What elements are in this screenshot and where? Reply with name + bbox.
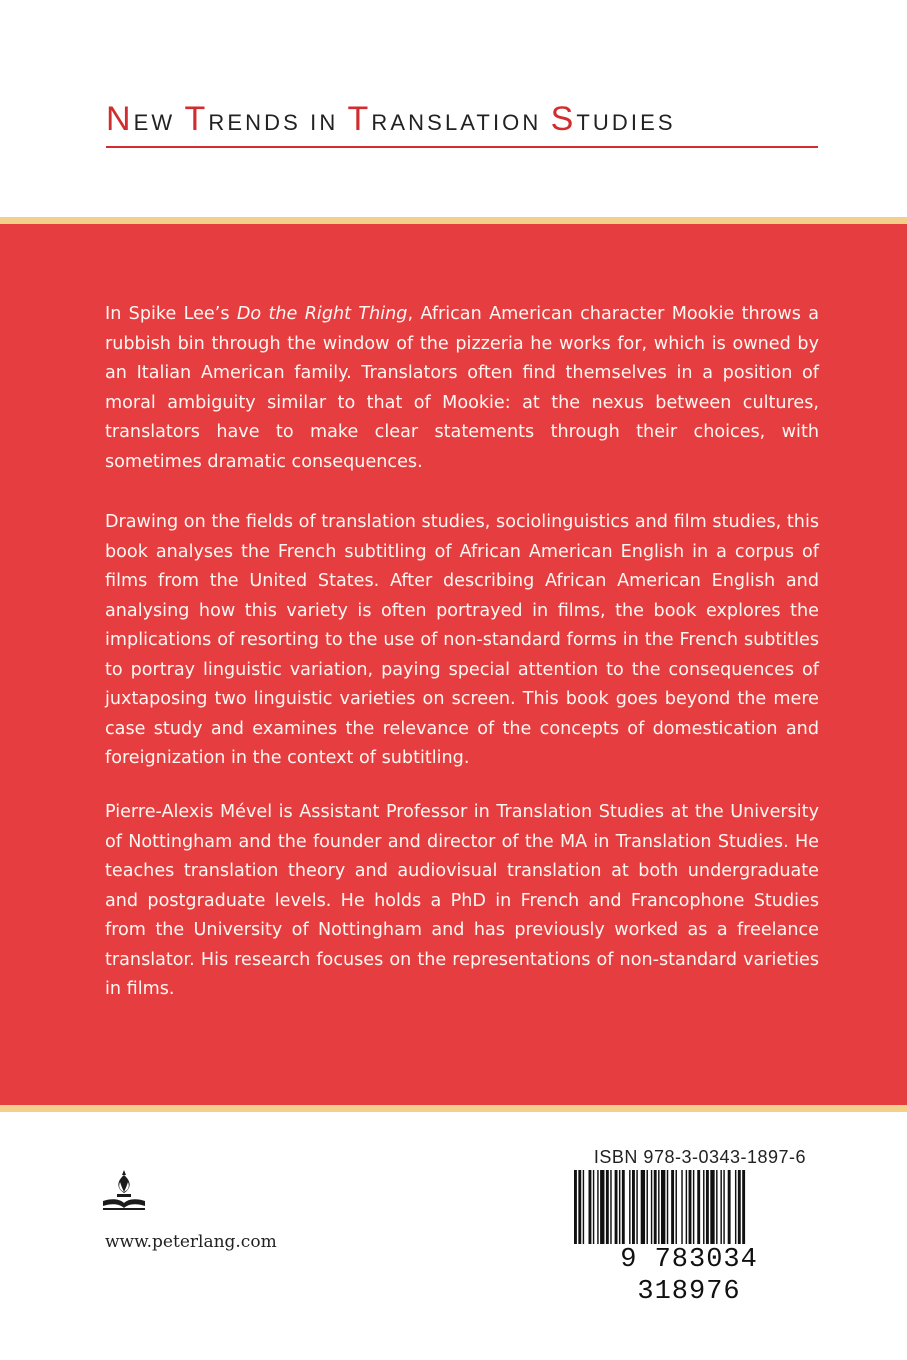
series-title <box>106 102 818 142</box>
series-word: NEW <box>106 100 176 138</box>
series-word: TRENDS <box>184 100 301 138</box>
isbn-label: ISBN 978-3-0343-1897-6 <box>593 1147 807 1167</box>
header-rule <box>106 146 818 148</box>
series-word: IN <box>310 110 339 135</box>
blurb-paragraph-intro: In Spike Lee’s Do the Right Thing, African American character Mookie throws a rubbish bin through the window of the pizzeria he works for, which is owned by an Italian American family. Translators often find themselves in a position of moral ambiguity similar to that of Mookie: at the nexus between cultures, translators have to make clear statements through their choices, with sometimes dramatic consequences. <box>105 304 819 472</box>
publisher-book-lamp-icon <box>100 1168 148 1218</box>
series-word: STUDIES <box>550 100 676 138</box>
blurb-paragraph-summary: Drawing on the fields of translation studies, sociolinguistics and film studies, this book analyses the French subtitling of African American English in a corpus of films from the United States. After describing African American English and analysing how this variety is often portrayed in films, the book explores the implications of resorting to the use of non-standard forms in the French subtitles to portray linguistic variation, paying special attention to the consequences of juxtaposing two linguistic varieties on screen. This book goes beyond the mere case study and examines the relevance of the concepts of domestication and foreignization in the context of subtitling. <box>105 512 819 768</box>
film-title: Do the Right Thing <box>236 304 408 324</box>
series-word: TRANSLATION <box>347 100 542 138</box>
barcode-digits: 9 783034 318976 <box>563 1244 815 1276</box>
publisher-website: www.peterlang.com <box>105 1232 277 1252</box>
gold-rule-top <box>0 217 907 224</box>
author-bio: Pierre-Alexis Mével is Assistant Professor in Translation Studies at the University of Nottingham and the founder and director of the MA in Translation Studies. He teaches translation theory and audiovisual translation at both undergraduate and postgraduate levels. He holds a PhD in French and Francophone Studies from the University of Nottingham and has previously worked as a freelance translator. His research focuses on the representations of non-standard varieties in films. <box>105 802 819 999</box>
gold-rule-bottom <box>0 1105 907 1112</box>
